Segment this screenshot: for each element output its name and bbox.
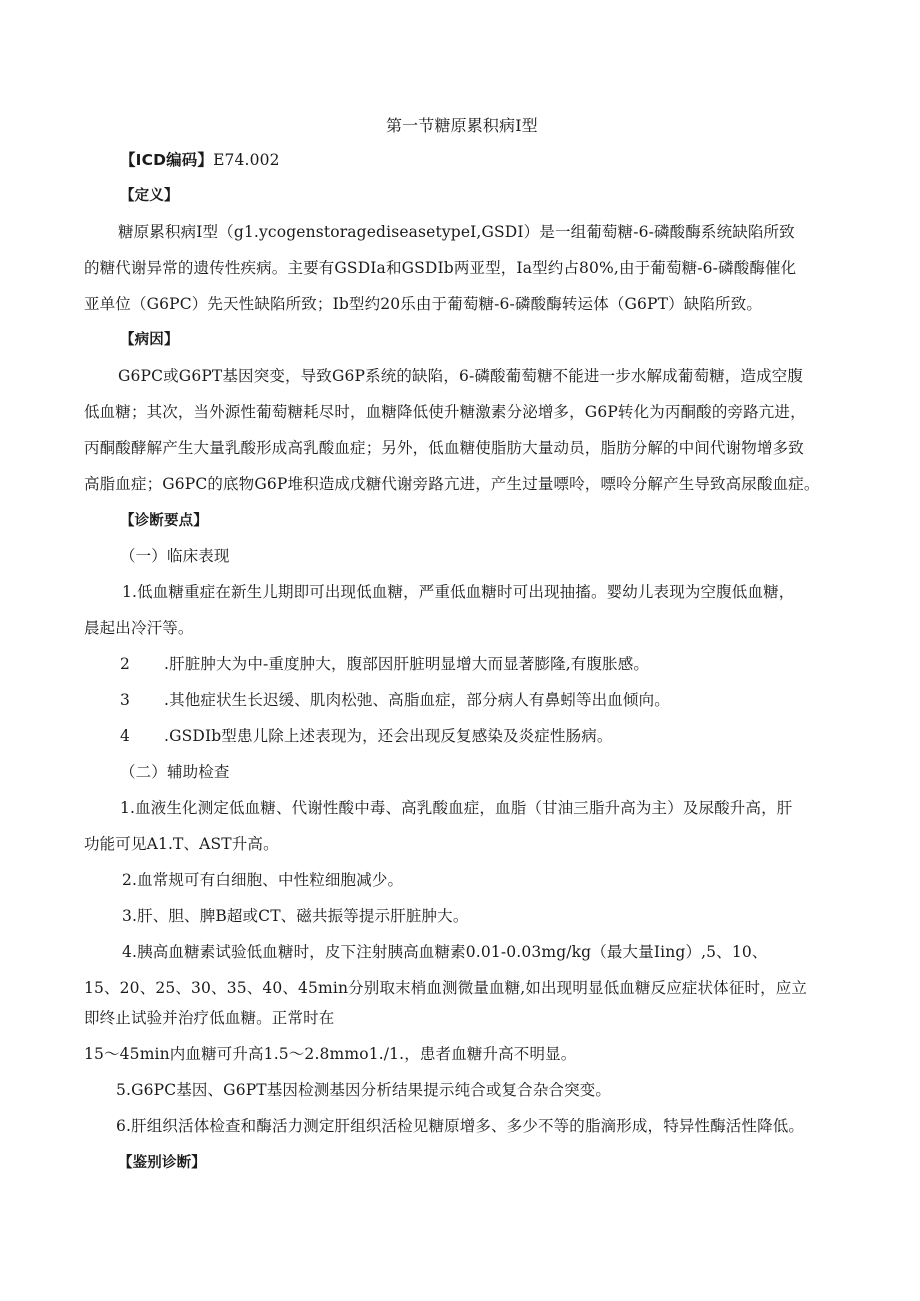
- clinical-item-2-text: .肝脏肿大为中-重度肿大，腹部因肝脏明显增大而显著膨隆,有腹胀感。: [164, 655, 650, 673]
- clinical-item-1-line-2: 晨起出冷汗等。: [84, 619, 194, 637]
- auxiliary-item-4-line-4: 15～45min内血糖可升高1.5～2.8mmo1./1.，患者血糖升高不明显。: [84, 1045, 577, 1063]
- auxiliary-heading: （二）辅助检查: [120, 763, 230, 781]
- etiology-line-4: 高脂血症；G6PC的底物G6P堆积造成戊糖代谢旁路亢进，产生过量嘌呤，嘌呤分解产生导致高尿酸血症。: [84, 475, 820, 493]
- icd-code: E74.002: [213, 151, 280, 169]
- auxiliary-item-4-line-3: 即终止试验并治疗低血糖。正常时在: [84, 1009, 335, 1027]
- clinical-item-3-number: 3: [120, 691, 131, 709]
- heading-etiology: 【病因】: [120, 332, 179, 348]
- auxiliary-item-4-line-1: 4.胰高血糖素试验低血糖时，皮下注射胰高血糖素0.01-0.03mg/kg（最大量Iing）,5、10、: [122, 943, 768, 961]
- clinical-item-2-number: 2: [120, 655, 131, 673]
- heading-differential: 【鉴别诊断】: [118, 1155, 206, 1171]
- clinical-item-2: [120, 654, 649, 674]
- auxiliary-item-4-line-2: 15、20、25、30、35、40、45min分别取末梢血测微量血糖,如出现明显低血糖反应症状体征时，应立: [84, 979, 808, 997]
- definition-line-3: 亚单位（G6PC）先天性缺陷所致；Ib型约20乐由于葡萄糖-6-磷酸酶转运体（G6PT）缺陷所致。: [84, 295, 762, 313]
- definition-line-2: 的糖代谢异常的遗传性疾病。主要有GSDIa和GSDIb两亚型，Ia型约占80%,由于葡萄糖-6-磷酸酶催化: [84, 259, 797, 277]
- auxiliary-item-2: 2.血常规可有白细胞、中性粒细胞减少。: [122, 871, 404, 889]
- heading-definition: 【定义】: [120, 188, 179, 204]
- auxiliary-item-5: 5.G6PC基因、G6PT基因检测基因分析结果提示纯合或复合杂合突变。: [116, 1081, 612, 1099]
- clinical-heading: （一）临床表现: [120, 547, 230, 565]
- clinical-item-4-number: 4: [120, 727, 131, 745]
- clinical-item-4: [120, 726, 613, 746]
- auxiliary-item-1-line-1: 1.血液生化测定低血糖、代谢性酸中毒、高乳酸血症，血脂（甘油三脂升高为主）及尿酸升高，肝: [120, 799, 793, 817]
- page-title: 第一节糖原累积病Ⅰ型: [386, 116, 538, 135]
- clinical-item-3: [120, 690, 670, 710]
- clinical-item-3-text: .其他症状生长迟缓、肌肉松弛、高脂血症，部分病人有鼻蚓等出血倾向。: [164, 691, 670, 709]
- auxiliary-item-3: 3.肝、胆、脾B超或CT、磁共振等提示肝脏肿大。: [122, 907, 469, 925]
- etiology-line-1: G6PC或G6PT基因突变，导致G6P系统的缺陷，6-磷酸葡萄糖不能进一步水解成葡萄糖，造成空腹: [118, 367, 804, 385]
- icd-line: [120, 150, 280, 170]
- auxiliary-item-1-line-2: 功能可见A1.T、AST升高。: [84, 835, 279, 853]
- clinical-item-1-line-1: 1.低血糖重症在新生儿期即可出现低血糖，严重低血糖时可出现抽搐。婴幼儿表现为空腹低血糖，: [122, 583, 795, 601]
- icd-label: 【ICD编码】: [120, 151, 214, 169]
- heading-diagnosis: 【诊断要点】: [120, 513, 208, 529]
- etiology-line-2: 低血糖；其次，当外源性葡萄糖耗尽时，血糖降低使升糖激素分泌增多，G6P转化为丙酮酸的旁路亢进，: [84, 403, 806, 421]
- etiology-line-3: 丙酮酸酵解产生大量乳酸形成高乳酸血症；另外，低血糖使脂肪大量动员，脂肪分解的中间代谢物增多致: [84, 439, 804, 457]
- definition-line-1: 糖原累积病Ⅰ型（g1.ycogenstoragediseasetypeI,GSDI）是一组葡萄糖-6-磷酸酶系统缺陷所致: [118, 223, 795, 241]
- auxiliary-item-6: 6.肝组织活体检查和酶活力测定肝组织活检见糖原增多、多少不等的脂滴形成，特异性酶活性降低。: [116, 1117, 805, 1135]
- clinical-item-4-text: .GSDIb型患儿除上述表现为，还会出现反复感染及炎症性肠病。: [164, 727, 613, 745]
